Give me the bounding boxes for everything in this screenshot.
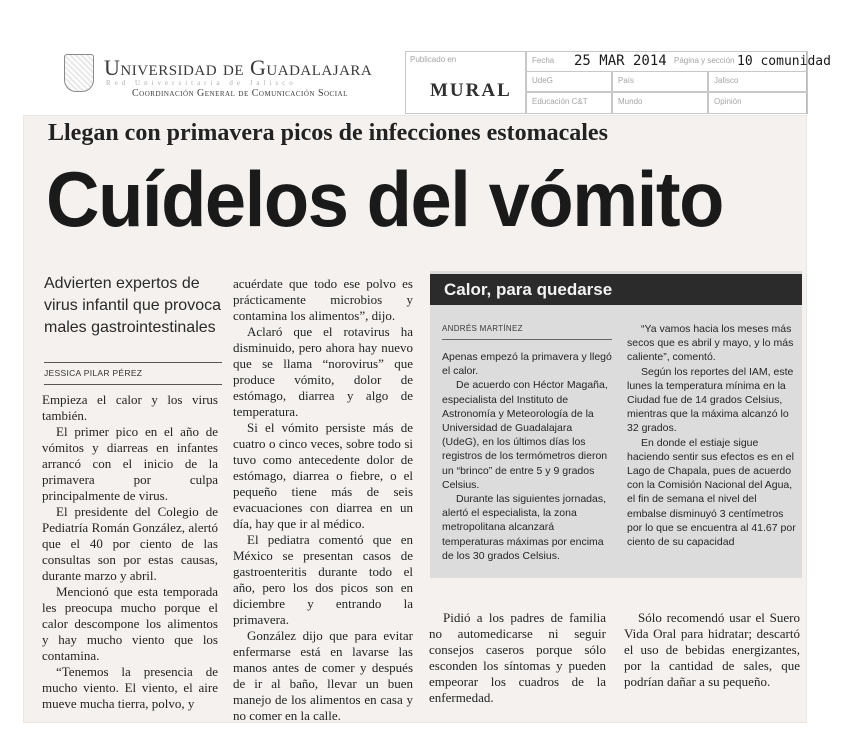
grid-cell-jalisco: Jalisco: [714, 76, 739, 85]
paragraph: Pidió a los padres de familia no automedicarse ni seguir consejos caseros porque sólo esconden los síntomas y pueden empeorar los cuadros de la enfermedad.: [429, 610, 606, 705]
article-column-3: [429, 610, 606, 706]
paragraph: Mencionó que esta temporada les preocupa mucho porque el calor descompone los alimentos y hay mucho viento que los contamina.: [42, 584, 218, 663]
sidebar-column-2: [627, 322, 797, 549]
page-section-label: Página y sección: [674, 56, 735, 65]
paragraph: Aclaró que el rotavirus ha disminuido, pero ahora hay nuevo que se llama “norovirus” que produce vómito, dolor de estómago, diarrea y algo de temperatura.: [233, 324, 413, 419]
sidebar-column-1: [442, 350, 612, 563]
sidebar-title: Calor, para quedarse: [444, 280, 613, 299]
grid-cell-pais: País: [618, 76, 635, 85]
deck-rule: [44, 362, 222, 363]
grid-cell-udeg: UdeG: [532, 76, 553, 85]
byline-rule: [44, 384, 222, 385]
university-seal-icon: [64, 54, 94, 92]
paragraph: Sólo recomendó usar el Suero Vida Oral para hidratar; descartó el uso de bebidas energizantes, por la cantidad de sales, que podrían dañar a su pequeño.: [624, 610, 800, 689]
sidebar-byline-rule: [442, 339, 612, 340]
department-name: Coordinación General de Comunicación Social: [132, 88, 348, 99]
paragraph: Si el vómito persiste más de cuatro o cinco veces, sobre todo si tuvo como antecedente dolor de estómago, diarrea o fiebre, o el pequeño tiene más de seis evacuaciones con diarrea en un día, hay que ir al médico.: [233, 420, 413, 531]
paragraph: González dijo que para evitar enfermarse está en lavarse las manos antes de comer y después de ir al baño, llevar un buen manejo de los alimentos en casa y no comer en la calle.: [233, 628, 413, 723]
article-headline: Cuídelos del vómito: [46, 155, 723, 243]
published-in-label: Publicado en: [410, 55, 457, 64]
article-deck: Advierten expertos de virus infantil que provoca males gastrointestinales: [44, 275, 221, 336]
paragraph: Apenas empezó la primavera y llegó el calor.: [442, 351, 612, 378]
paragraph: Según los reportes del IAM, este lunes la temperatura mínima en la Ciudad fue de 14 grados Celsius, mientras que la máxima alcanzó lo 32 grados.: [627, 365, 794, 435]
article-column-2: [233, 276, 413, 724]
paragraph: El presidente del Colegio de Pediatría Román González, alertó que el 40 por ciento de las consultas son por estas causas, durante marzo y abril.: [42, 504, 218, 583]
paragraph: “Ya vamos hacia los meses más secos que es abril y mayo, y lo más caliente”, comentó.: [627, 323, 794, 364]
article-kicker: Llegan con primavera picos de infecciones estomacales: [48, 120, 608, 146]
paragraph: De acuerdo con Héctor Magaña, especialista del Instituto de Astronomía y Meteorología de la Universidad de Guadalajara (UdeG), en los últimos días los registros de los termómetros dieron un “brinco” de entre 5 y 9 grados Celsius.: [442, 379, 608, 491]
sidebar-byline: ANDRÉS MARTÍNEZ: [442, 324, 523, 333]
grid-cell-opinion: Opinión: [714, 97, 742, 106]
paragraph: En donde el estiaje sigue haciendo sentir sus efectos es en el Lago de Chapala, pues de acuerdo con la Comisión Nacional del Agua, el fin de semana el nivel del embalse disminuyó 3 centímetros por lo que se encuentra al 41.67 por ciento de su capacidad: [627, 436, 796, 549]
paragraph: acuérdate que todo ese polvo es prácticamente microbios y contamina los alimentos”, dijo.: [233, 276, 413, 323]
university-name: Universidad de Guadalajara: [104, 55, 373, 80]
grid-cell-mundo: Mundo: [618, 97, 643, 106]
date-label: Fecha: [532, 56, 555, 65]
paragraph: “Tenemos la presencia de mucho viento. El viento, el aire mueve mucha tierra, polvo, y: [42, 664, 218, 711]
paragraph: El pediatra comentó que en México se presentan casos de gastroenteritis durante todo el año, pero los dos picos son en diciembre y entrando la primavera.: [233, 532, 413, 627]
article-byline: JESSICA PILAR PÉREZ: [44, 368, 143, 378]
paragraph: El primer pico en el año de vómitos y diarreas en infantes arrancó con el inicio de la primavera por culpa principalmente de virus.: [42, 424, 218, 503]
article-column-4: [624, 610, 800, 690]
handwritten-date: 25 MAR 2014: [574, 53, 667, 69]
article-column-1: [42, 392, 218, 712]
paragraph: Empieza el calor y los virus también.: [42, 392, 218, 423]
university-network: Red Universitaria de Jalisco: [106, 79, 297, 87]
grid-cell-educacion: Educación C&T: [532, 97, 588, 106]
paragraph: Durante las siguientes jornadas, alertó el especialista, la zona metropolitana alcanzará temperaturas máximas por encima de los 30 grados Celsius.: [442, 493, 607, 562]
newspaper-logo: MURAL: [430, 80, 512, 101]
handwritten-page-section: 10 comunidad: [737, 54, 831, 69]
